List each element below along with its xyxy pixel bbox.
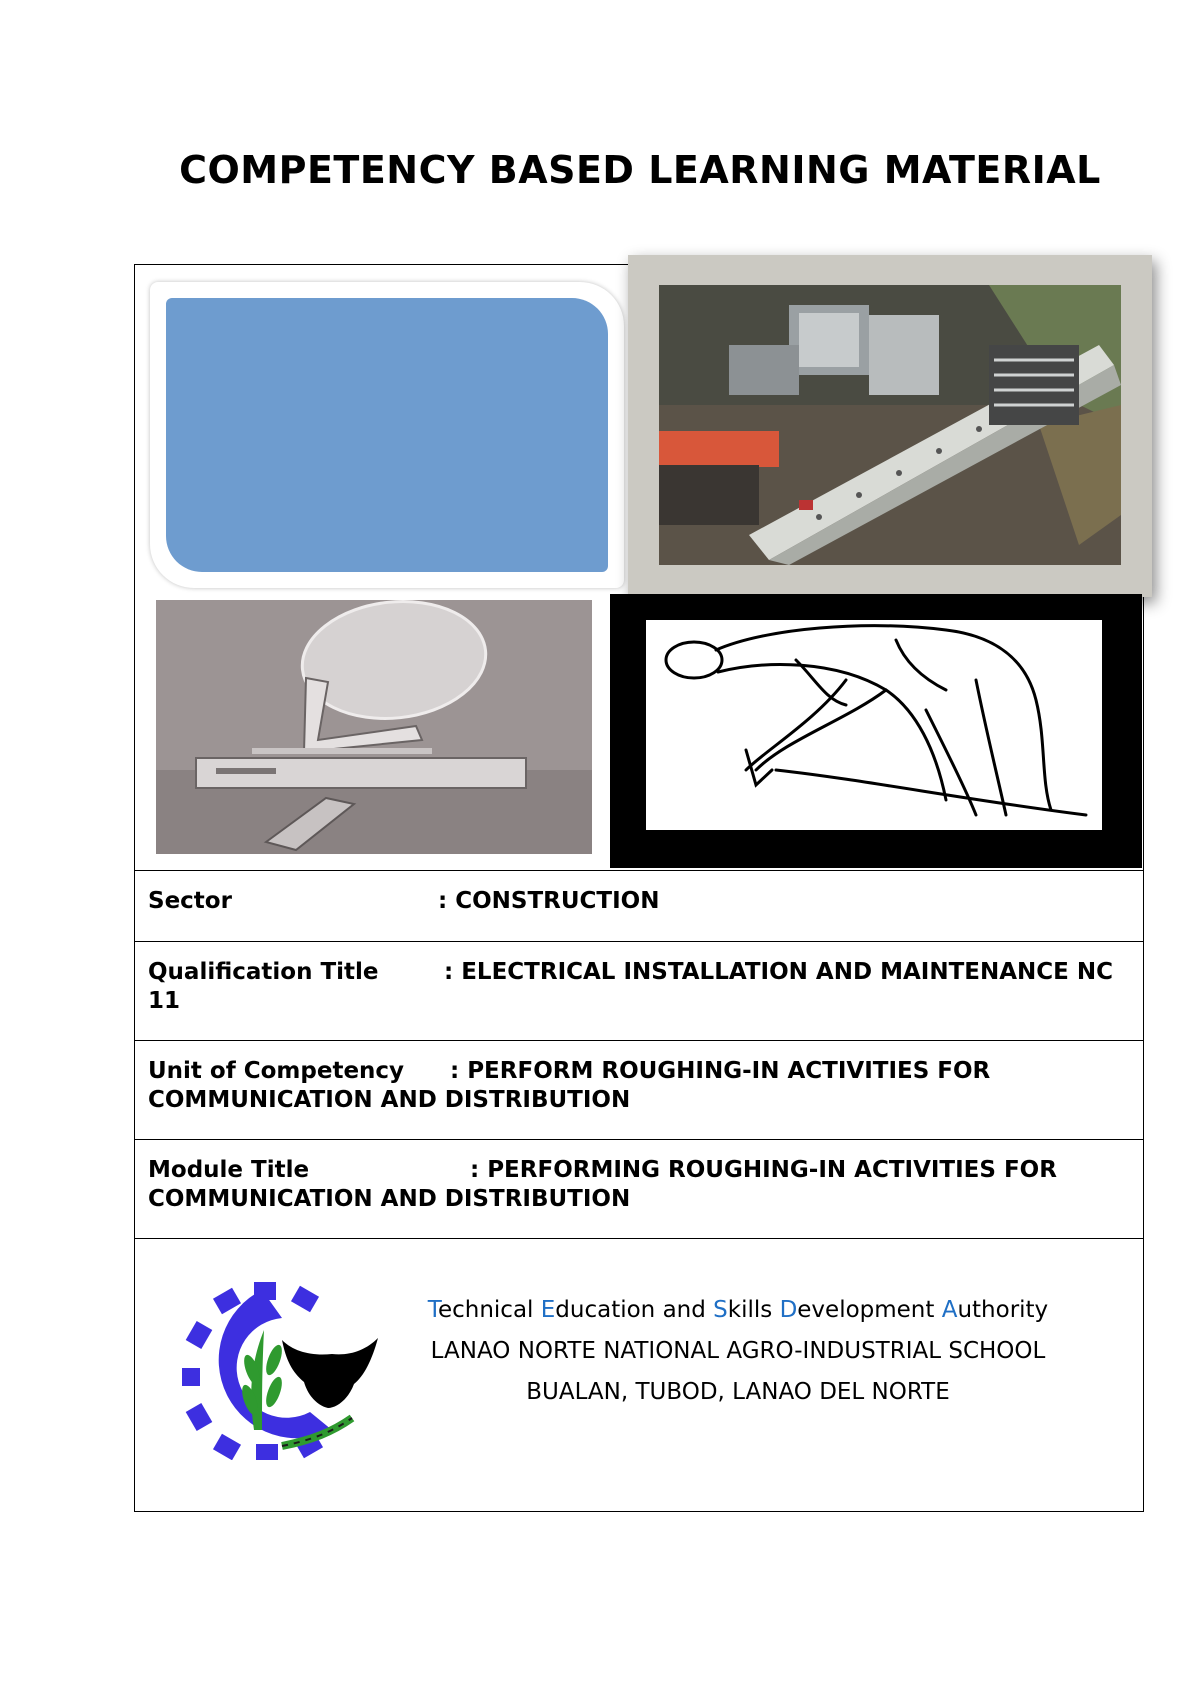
busway-photo bbox=[659, 285, 1121, 565]
qualification-value: : ELECTRICAL INSTALLATION AND MAINTENANCE NC 11 bbox=[148, 959, 1113, 1014]
gear-leaf-carabao-logo-icon bbox=[182, 1280, 392, 1460]
blue-panel-fill bbox=[166, 298, 608, 572]
agency-initial: S bbox=[713, 1297, 728, 1323]
agency-name-part: echnical bbox=[437, 1297, 541, 1323]
unit-value: : PERFORM ROUGHING-IN ACTIVITIES FOR COMMUNICATION AND DISTRIBUTION bbox=[148, 1058, 991, 1113]
sector-row bbox=[134, 870, 1144, 942]
satellite-dish-photo bbox=[156, 600, 592, 854]
sector-label: Sector bbox=[148, 888, 232, 914]
module-row bbox=[134, 1139, 1144, 1239]
agency-name bbox=[388, 1290, 1088, 1331]
agency-name-part: evelopment bbox=[797, 1297, 942, 1323]
sketch-frame bbox=[610, 594, 1142, 868]
busway-photo-frame bbox=[628, 255, 1152, 597]
unit-row bbox=[134, 1040, 1144, 1140]
sector-text bbox=[148, 887, 1124, 916]
worker-sketch bbox=[646, 620, 1102, 830]
agency-name-part: uthority bbox=[957, 1297, 1049, 1323]
agency-block bbox=[388, 1290, 1088, 1413]
school-address: BUALAN, TUBOD, LANAO DEL NORTE bbox=[526, 1379, 950, 1405]
module-text bbox=[148, 1156, 1124, 1214]
agency-initial: E bbox=[540, 1297, 556, 1323]
blue-panel bbox=[150, 282, 624, 588]
unit-label: Unit of Competency bbox=[148, 1058, 405, 1084]
document-title: COMPETENCY BASED LEARNING MATERIAL bbox=[179, 148, 1101, 192]
agency-initial: A bbox=[941, 1297, 958, 1323]
school-name: LANAO NORTE NATIONAL AGRO-INDUSTRIAL SCHOOL bbox=[430, 1338, 1046, 1364]
agency-name-part: kills bbox=[727, 1297, 780, 1323]
qualification-text bbox=[148, 958, 1124, 1016]
agency-name-part: ducation and bbox=[555, 1297, 714, 1323]
module-value: : PERFORMING ROUGHING-IN ACTIVITIES FOR COMMUNICATION AND DISTRIBUTION bbox=[148, 1157, 1057, 1212]
unit-text bbox=[148, 1057, 1124, 1115]
module-label: Module Title bbox=[148, 1157, 310, 1183]
agency-initial: T bbox=[427, 1297, 438, 1323]
sector-value: : CONSTRUCTION bbox=[438, 888, 660, 914]
qualification-row bbox=[134, 941, 1144, 1041]
qualification-label: Qualification Title bbox=[148, 959, 379, 985]
agency-initial: D bbox=[779, 1297, 798, 1323]
